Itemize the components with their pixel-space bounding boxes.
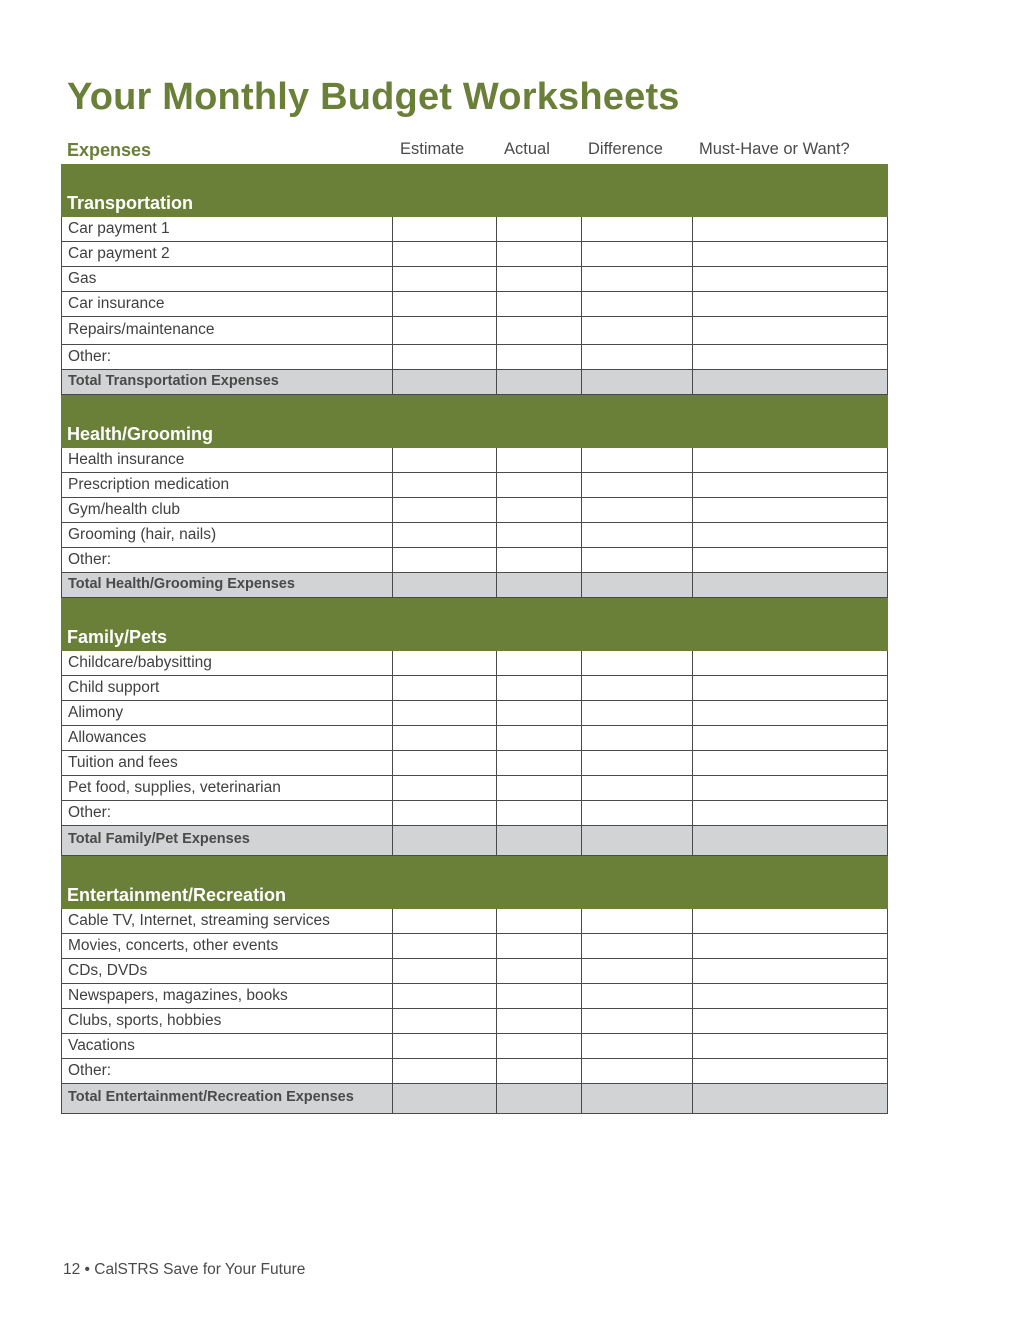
expense-label: Other: xyxy=(62,548,393,572)
actual-cell[interactable] xyxy=(497,1034,582,1058)
expense-label: Allowances xyxy=(62,726,393,750)
actual-cell[interactable] xyxy=(497,345,582,369)
difference-cell[interactable] xyxy=(582,909,693,933)
must-have-cell[interactable] xyxy=(693,701,887,725)
actual-cell[interactable] xyxy=(497,473,582,497)
difference-cell[interactable] xyxy=(582,776,693,800)
difference-cell[interactable] xyxy=(582,1009,693,1033)
actual-cell[interactable] xyxy=(497,909,582,933)
must-have-cell[interactable] xyxy=(693,959,887,983)
difference-cell[interactable] xyxy=(582,959,693,983)
expense-label: Movies, concerts, other events xyxy=(62,934,393,958)
must-have-cell[interactable] xyxy=(693,448,887,472)
estimate-cell[interactable] xyxy=(393,651,497,675)
estimate-cell[interactable] xyxy=(393,267,497,291)
actual-cell[interactable] xyxy=(497,548,582,572)
difference-cell[interactable] xyxy=(582,934,693,958)
difference-cell[interactable] xyxy=(582,448,693,472)
actual-cell[interactable] xyxy=(497,726,582,750)
table-row xyxy=(61,751,888,776)
must-have-cell[interactable] xyxy=(693,1084,887,1113)
must-have-cell[interactable] xyxy=(693,826,887,855)
difference-cell[interactable] xyxy=(582,217,693,241)
estimate-cell[interactable] xyxy=(393,523,497,547)
section-header xyxy=(61,856,888,909)
table-row xyxy=(61,1009,888,1034)
section-title: Health/Grooming xyxy=(67,424,214,444)
estimate-cell[interactable] xyxy=(393,676,497,700)
expense-label: Health insurance xyxy=(62,448,393,472)
expense-label: Other: xyxy=(62,345,393,369)
must-have-cell[interactable] xyxy=(693,345,887,369)
difference-cell[interactable] xyxy=(582,676,693,700)
estimate-cell[interactable] xyxy=(393,751,497,775)
actual-cell[interactable] xyxy=(497,448,582,472)
estimate-cell[interactable] xyxy=(393,217,497,241)
must-have-cell[interactable] xyxy=(693,776,887,800)
estimate-cell[interactable] xyxy=(393,701,497,725)
must-have-cell[interactable] xyxy=(693,242,887,266)
total-row xyxy=(61,573,888,598)
difference-cell[interactable] xyxy=(582,751,693,775)
expense-label: Gas xyxy=(62,267,393,291)
difference-cell[interactable] xyxy=(582,573,693,597)
table-row xyxy=(61,726,888,751)
total-label: Total Transportation Expenses xyxy=(62,370,393,394)
actual-cell[interactable] xyxy=(497,242,582,266)
table-row xyxy=(61,473,888,498)
total-label: Total Family/Pet Expenses xyxy=(62,826,393,855)
table-row xyxy=(61,984,888,1009)
estimate-cell[interactable] xyxy=(393,573,497,597)
difference-cell[interactable] xyxy=(582,1059,693,1083)
expense-label: Other: xyxy=(62,1059,393,1083)
page-footer: 12 • CalSTRS Save for Your Future xyxy=(63,1261,306,1278)
estimate-cell[interactable] xyxy=(393,370,497,394)
actual-cell[interactable] xyxy=(497,959,582,983)
expense-label: Gym/health club xyxy=(62,498,393,522)
estimate-cell[interactable] xyxy=(393,448,497,472)
difference-cell[interactable] xyxy=(582,1034,693,1058)
expenses-header: Expenses xyxy=(67,140,152,160)
expense-label: Cable TV, Internet, streaming services xyxy=(62,909,393,933)
expense-label: Other: xyxy=(62,801,393,825)
budget-worksheet-table xyxy=(61,164,888,1114)
section-title: Entertainment/Recreation xyxy=(67,885,287,905)
total-row xyxy=(61,370,888,395)
must-have-cell[interactable] xyxy=(693,984,887,1008)
actual-cell[interactable] xyxy=(497,676,582,700)
table-row xyxy=(61,651,888,676)
difference-cell[interactable] xyxy=(582,242,693,266)
expense-label: Prescription medication xyxy=(62,473,393,497)
estimate-cell[interactable] xyxy=(393,909,497,933)
expense-label: Repairs/maintenance xyxy=(62,317,393,344)
actual-cell[interactable] xyxy=(497,776,582,800)
must-have-cell[interactable] xyxy=(693,676,887,700)
estimate-cell[interactable] xyxy=(393,548,497,572)
expense-label: Car payment 1 xyxy=(62,217,393,241)
table-row xyxy=(61,1034,888,1059)
actual-header: Actual xyxy=(504,140,550,158)
must-have-cell[interactable] xyxy=(693,217,887,241)
table-row xyxy=(61,345,888,370)
estimate-cell[interactable] xyxy=(393,242,497,266)
actual-cell[interactable] xyxy=(497,523,582,547)
must-have-cell[interactable] xyxy=(693,267,887,291)
actual-cell[interactable] xyxy=(497,1009,582,1033)
section-header xyxy=(61,164,888,217)
actual-cell[interactable] xyxy=(497,1059,582,1083)
actual-cell[interactable] xyxy=(497,801,582,825)
difference-cell[interactable] xyxy=(582,651,693,675)
difference-cell[interactable] xyxy=(582,292,693,316)
estimate-cell[interactable] xyxy=(393,959,497,983)
difference-cell[interactable] xyxy=(582,345,693,369)
section-header xyxy=(61,395,888,448)
must-have-cell[interactable] xyxy=(693,801,887,825)
total-label: Total Entertainment/Recreation Expenses xyxy=(62,1084,393,1113)
actual-cell[interactable] xyxy=(497,267,582,291)
actual-cell[interactable] xyxy=(497,751,582,775)
must-have-cell[interactable] xyxy=(693,292,887,316)
expense-label: Alimony xyxy=(62,701,393,725)
actual-cell[interactable] xyxy=(497,573,582,597)
estimate-cell[interactable] xyxy=(393,776,497,800)
actual-cell[interactable] xyxy=(497,826,582,855)
estimate-cell[interactable] xyxy=(393,498,497,522)
must-have-header: Must-Have or Want? xyxy=(699,140,850,158)
estimate-cell[interactable] xyxy=(393,473,497,497)
table-row xyxy=(61,448,888,473)
must-have-cell[interactable] xyxy=(693,370,887,394)
expense-label: Newspapers, magazines, books xyxy=(62,984,393,1008)
section-title: Transportation xyxy=(67,193,194,213)
estimate-cell[interactable] xyxy=(393,934,497,958)
must-have-cell[interactable] xyxy=(693,1009,887,1033)
actual-cell[interactable] xyxy=(497,217,582,241)
section-title: Family/Pets xyxy=(67,627,168,647)
actual-cell[interactable] xyxy=(497,701,582,725)
estimate-cell[interactable] xyxy=(393,726,497,750)
difference-header: Difference xyxy=(588,140,663,158)
estimate-cell[interactable] xyxy=(393,292,497,316)
table-row xyxy=(61,701,888,726)
expense-label: CDs, DVDs xyxy=(62,959,393,983)
table-row xyxy=(61,776,888,801)
table-row xyxy=(61,934,888,959)
must-have-cell[interactable] xyxy=(693,909,887,933)
estimate-header: Estimate xyxy=(400,140,465,158)
estimate-cell[interactable] xyxy=(393,984,497,1008)
actual-cell[interactable] xyxy=(497,292,582,316)
difference-cell[interactable] xyxy=(582,317,693,344)
table-row xyxy=(61,801,888,826)
estimate-cell[interactable] xyxy=(393,826,497,855)
difference-cell[interactable] xyxy=(582,801,693,825)
must-have-cell[interactable] xyxy=(693,934,887,958)
difference-cell[interactable] xyxy=(582,726,693,750)
difference-cell[interactable] xyxy=(582,498,693,522)
must-have-cell[interactable] xyxy=(693,573,887,597)
must-have-cell[interactable] xyxy=(693,651,887,675)
estimate-cell[interactable] xyxy=(393,1034,497,1058)
table-row xyxy=(61,959,888,984)
expense-label: Car payment 2 xyxy=(62,242,393,266)
estimate-cell[interactable] xyxy=(393,1059,497,1083)
table-row xyxy=(61,909,888,934)
expense-label: Vacations xyxy=(62,1034,393,1058)
actual-cell[interactable] xyxy=(497,934,582,958)
difference-cell[interactable] xyxy=(582,826,693,855)
estimate-cell[interactable] xyxy=(393,345,497,369)
must-have-cell[interactable] xyxy=(693,523,887,547)
difference-cell[interactable] xyxy=(582,701,693,725)
difference-cell[interactable] xyxy=(582,473,693,497)
table-row xyxy=(61,292,888,317)
actual-cell[interactable] xyxy=(497,317,582,344)
must-have-cell[interactable] xyxy=(693,1059,887,1083)
estimate-cell[interactable] xyxy=(393,1084,497,1113)
table-row xyxy=(61,242,888,267)
expense-label: Clubs, sports, hobbies xyxy=(62,1009,393,1033)
difference-cell[interactable] xyxy=(582,370,693,394)
section-header xyxy=(61,598,888,651)
must-have-cell[interactable] xyxy=(693,751,887,775)
expense-label: Child support xyxy=(62,676,393,700)
actual-cell[interactable] xyxy=(497,498,582,522)
estimate-cell[interactable] xyxy=(393,801,497,825)
table-row xyxy=(61,523,888,548)
must-have-cell[interactable] xyxy=(693,1034,887,1058)
table-row xyxy=(61,267,888,292)
must-have-cell[interactable] xyxy=(693,473,887,497)
table-row xyxy=(61,548,888,573)
column-headers xyxy=(61,138,888,162)
expense-label: Tuition and fees xyxy=(62,751,393,775)
difference-cell[interactable] xyxy=(582,548,693,572)
actual-cell[interactable] xyxy=(497,1084,582,1113)
must-have-cell[interactable] xyxy=(693,726,887,750)
page-title: Your Monthly Budget Worksheets xyxy=(67,76,680,118)
estimate-cell[interactable] xyxy=(393,1009,497,1033)
actual-cell[interactable] xyxy=(497,651,582,675)
total-row xyxy=(61,1084,888,1114)
expense-label: Car insurance xyxy=(62,292,393,316)
table-row xyxy=(61,498,888,523)
difference-cell[interactable] xyxy=(582,523,693,547)
actual-cell[interactable] xyxy=(497,370,582,394)
expense-label: Grooming (hair, nails) xyxy=(62,523,393,547)
difference-cell[interactable] xyxy=(582,1084,693,1113)
difference-cell[interactable] xyxy=(582,984,693,1008)
table-row xyxy=(61,676,888,701)
must-have-cell[interactable] xyxy=(693,498,887,522)
total-row xyxy=(61,826,888,856)
table-row xyxy=(61,1059,888,1084)
estimate-cell[interactable] xyxy=(393,317,497,344)
must-have-cell[interactable] xyxy=(693,317,887,344)
difference-cell[interactable] xyxy=(582,267,693,291)
expense-label: Pet food, supplies, veterinarian xyxy=(62,776,393,800)
table-row xyxy=(61,217,888,242)
total-label: Total Health/Grooming Expenses xyxy=(62,573,393,597)
actual-cell[interactable] xyxy=(497,984,582,1008)
expense-label: Childcare/babysitting xyxy=(62,651,393,675)
must-have-cell[interactable] xyxy=(693,548,887,572)
table-row xyxy=(61,317,888,345)
